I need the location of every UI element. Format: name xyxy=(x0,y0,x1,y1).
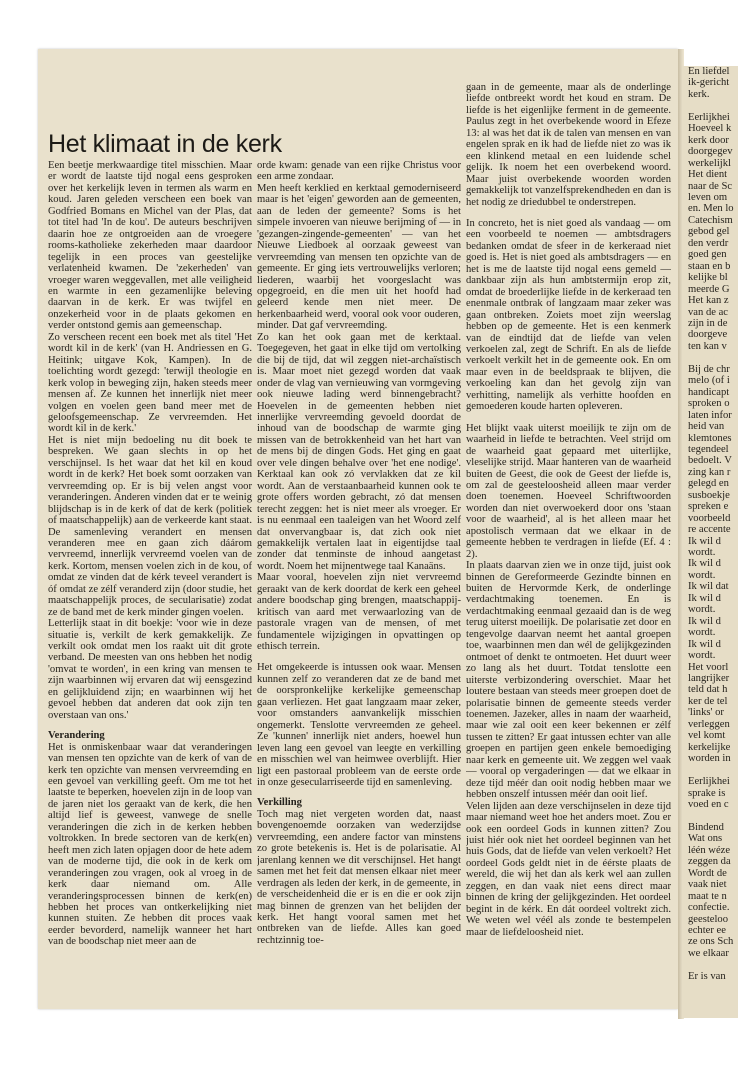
paragraph: Toch mag niet vergeten worden dat, naast bovengenoemde oorzaken van wederzijdse vervreemding, een andere factor van minstens zo grote betekenis is. Het is de polarisatie. Al jarenlang kennen we dit verschijnsel. Het hangt samen met het feit dat mensen elkaar niet meer verdragen als leden der kerk, in de gemeente, in de verscheidenheid die er is en die er ook zijn mag binnen de grenzen van het belijden der kerk. Het hangt vooral samen met het ontbreken van de liefde. Alles kan goed rechtzinnig toe- xyxy=(257,808,461,946)
paragraph: Zo kan het ook gaan met de kerktaal. Toegegeven, het gaat in elke tijd om vertolking die bij de tijd, dat wil zeggen niet-archaïstisch is. Maar moet niet gezegd worden dat vaak onder de vlag van vernieuwing van vormgeving ook nieuwe lading werd binnengebracht? Hoevelen in de gemeenten hebben niet innerlijke vervreemding gevoeld doordat de inhoud van de boodschap de warmte ging missen van de betrokkenheid van het hart van de mens bij de dingen Gods. Het ging en gaat over vele dingen behalve over 'het ene nodige'. Kerktaal kan ook zó vervlakken dat ze kil wordt. Aan de verstaanbaarheid kunnen ook te grote offers worden gebracht, zó dat mensen terecht zeggen: het is niet meer als vroeger. Er is nu eenmaal een taaleigen van het Woord zelf dat onvervangbaar is, dat zich ook niet gemakkelijk vertalen laat in eigentijdse taal zonder dat tenminste de inhoud aangetast wordt. Noem het mijnentwege taal Kanaäns. xyxy=(257,331,461,572)
paragraph: In concreto, het is niet goed als vandaag — om een voorbeeld te noemen — ambtsdragers bedanken omdat de sfeer in de kerkeraad niet goed is. Het is niet goed als ambtsdragers — en het is me de laatste tijd nogal eens gemeld — dankbaar zijn als hun ambtstermijn erop zit, omdat de broederlijke liefde in de kerkeraad ten enenmale ontbrak of langzaam maar zeker was gaan ontbreken. Zoiets moet zijn weerslag hebben op de gemeente. Het is een kenmerk van de eindtijd dat de liefde van velen verkoelen zal, zegt de Schrift. En als de liefde verkoelt verkilt het in de gemeente ook. En om maar even in de beeldspraak te blijven, die verkoeling kan dan het gevolg zijn van verhitting, namelijk als verhitte hoofden en gemoederen koude harten opleveren. xyxy=(466,217,671,413)
paragraph: In plaats daarvan zien we in onze tijd, juist ook binnen de Gereformeerde Gezindte binnen en buiten de Hervormde Kerk, de onderlinge verdachtmaking toenemen. En is verdachtmaking eenmaal gezaaid dan is de weg terug uiterst moeilijk. De polarisatie zet door en tengevolge daarvan neemt het aantal groepen toe, waarbinnen men dan wél de gelijkgezinden ontmoet of denkt te ontmoeten. Het duurt weer zo lang als het duurt. Totdat tenslotte een uiterste verbizondering overschiet. Maar het loutere bestaan van steeds meer groepen doet de polarisatie binnen de gemeente steeds verder toenemen. Jazeker, alles in naam der waarheid, maar wie zal ooit een keer bekennen er zélf tussen te zitten? Er gaat intussen echter van alle groepen en partijen geen enkele bemoediging naar kerk en gemeente uit. We zeggen wel vaak — vooral op vergaderingen — dat we elkaar in deze tijd méér dan ooit nodig hebben maar we hebben onszelf intussen méér dan ooit lief. xyxy=(466,560,671,801)
paragraph: Maar vooral, hoevelen zijn niet vervreemd geraakt van de kerk doordat de kerk een geheel andere boodschap ging brengen, maatschappij-kritisch van aard met verwaarlozing van de pastorale vragen van de mensen, of met fundamentele wijzigingen in opvattingen op ethisch terrein. xyxy=(257,572,461,653)
paragraph: gaan in de gemeente, maar als de onderlinge liefde ontbreekt wordt het koud en stram. De liefde is het eigenlijke ferment in de gemeente. Paulus zegt in het overbekende woord in Efeze 13: al was het dat ik de talen van mensen en van engelen sprak en ik had de liefde niet zo was ik een klinkend metaal en een luidende schel gelijk. Ik noem het een overbekend woord. Maar juist overbekende woorden worden gemakkelijk tot vanzelfsprekendheden en dan is het nodig ze driedubbel te onderstrepen. xyxy=(466,82,671,208)
paragraph: Het blijkt vaak uiterst moeilijk te zijn om de waarheid in liefde te betrachten. Veel strijd om de waarheid gaat gepaard met uiterlijke, vleselijke strijd. Maar hanteren van de waarheid buiten de Geest, die ook de Geest der liefde is, om zal de geesteloosheid alleen maar verder doen toenemen. Hoeveel Schriftwoorden worden dan niet overwoekerd door ons 'staan voor de waarheid', al is het alleen maar het apostolisch vermaan dat we elkaar in de gemeente hebben te verdragen in liefde (Ef. 4 : 2). xyxy=(466,422,671,560)
article-column-2 xyxy=(257,160,461,1010)
paragraph: Het is onmiskenbaar waar dat veranderingen van mensen ten opzichte van de kerk of van de kerk ten opzichte van mensen vervreemding en een gevoel van verkilling geeft. Om me tot het laatste te beperken, hoevelen zijn in de loop van de jaren niet los geraakt van de kerk, die hen altijd lief is geweest, vanwege de snelle veranderingen die zich in de kerken hebben voltrokken. In brede sectoren van de kerk(en) heeft men zich laten opjagen door de hete adem van de moderne tijd, die ook in de kerk om veranderingen zou vragen, ook al vroeg in de kerk daar niemand om. Alle veranderingsprocessen binnen de kerk(en) hebben het proces van ontkerkelijking niet kunnen stuiten. Ze hebben dit proces vaak eerder bevorderd, namelijk wanneer het hart van de boodschap niet meer aan de xyxy=(48,741,252,948)
section-heading-verkilling: Verkilling xyxy=(257,797,302,809)
article-column-3 xyxy=(466,82,671,1012)
article-column-1 xyxy=(48,160,252,1010)
article-title: Het klimaat in de kerk xyxy=(48,130,282,158)
paragraph: Velen lijden aan deze verschijnselen in deze tijd maar niemand weet hoe het anders moet. Zou er ook een oordeel Gods in kunnen zitten? Zou juist hiér ook niet het oordeel beginnen van het huis Gods, dat de liefde van velen verkoelt? Het oordeel Gods geldt niet in de éérste plaats de wereld, die wij het dan als kerk wel aan zullen zeggen, en dan vaak niet eens direct maar binnen de kring der gelijkgezinden. Het oordeel begint in de kérk. En dát oordeel voltrekt zich. We weten wel véél als zonde te bestempelen maar de liefdeloosheid niet. xyxy=(466,800,671,938)
paragraph: orde kwam: genade van een rijke Christus voor een arme zondaar. xyxy=(257,160,461,183)
paragraph: Een beetje merkwaardige titel misschien. Maar er wordt de laatste tijd nogal eens gesproken over het kerkelijk leven in termen als warm en koud. Jaren geleden verscheen een boek van Godfried Bomans en Michel van der Plas, dat tot titel had 'In de kou'. De auteurs beschrijven daarin hoe ze ontgroeiden aan de vroegere rooms-katholieke zekerheden maar daardoor tegelijk in een proces van geestelijke verlatenheid kwamen. De 'zekerheden' van vroeger waren weggevallen, met alle veiligheid en warmte in een gezamenlijke beleving daarvan in de kerk. Er was twijfel en onzekerheid voor in de plaats gekomen en verder ontstond gemis aan gemeenschap. xyxy=(48,160,252,332)
paragraph: Het omgekeerde is intussen ook waar. Mensen kunnen zelf zo veranderen dat ze de band met de oorspronkelijke kerkelijke gemeenschap gaan verliezen. Het gaat langzaam maar zeker, voor omstanders aanvankelijk misschien ongemerkt. Tenslotte vervreemden ze geheel. Ze 'kunnen' innerlijk niet anders, hoewel hun leven lang een gevoel van leegte en verkilling en misschien wel van heimwee overblijft. Hier ligt een pastoraal probleem van de eerste orde in onze gesecularriseerde tijd en samenleving. xyxy=(257,662,461,789)
next-page-edge xyxy=(682,66,738,1018)
paragraph: Men heeft kerklied en kerktaal gemoderniseerd maar is het 'eigen' geworden aan de gemeenten, aan de leden der gemeente? Soms is het simpele invoeren van nieuwe berijming of — in 'gezangen-zingende-gemeenten' — van het Nieuwe Liedboek al oorzaak geweest van vervreemding van mensen ten opzichte van de gemeente. Er ging iets vertrouwelijks verloren; liederen, waarbij het voorgeslacht was opgegroeid, en die men uit het hoofd had geleerd kende men niet meer. De herkenbaarheid werd, vooral ook voor ouderen, minder. Dat gaf vervreemding. xyxy=(257,182,461,332)
paragraph: Letterlijk staat in dit boekje: 'voor wie in deze situatie is, verkilt de kerk gemakkelijk. Ze verkilt ook omdat men los raakt uit dit grote verband. De meesten van ons hebben het nodig 'omvat te worden', in een kring van mensen te zijn waarbinnen wij ervaren dat wij eensgezind en gelijkluidend zijn; en waarbinnen wij het gevoel hebben dat anderen dat ook zijn ten overstaan van ons.' xyxy=(48,618,252,721)
paragraph: Zo verscheen recent een boek met als titel 'Het wordt kil in de kerk' (van H. Andriessen en G. Heitink; uitgave Kok, Kampen). In de toelichting wordt gezegd: 'terwijl theologie en kerk volop in beweging zijn, haken steeds meer mensen af. Ze kunnen het innerlijk niet meer volgen en voelen geen band meer met de geloofsgemeenschap. Ze vervreemden. Het wordt kil in de kerk.' xyxy=(48,331,252,435)
paragraph: Het is niet mijn bedoeling nu dit boek te bespreken. We gaan slechts in op het verschijnsel. Is het waar dat het kil en koud wordt in de kerk? Het boek somt oorzaken van vervreemding op. Er is bij velen angst voor veranderingen. Anderen vinden dat er te weinig blijdschap is in de kerk of dat de kerk (politiek of maatschappelijk) aan de verkeerde kant staat. De samenleving verandert en mensen veranderen mee en gaan zich dáárom vervreemd, innerlijk vervreemd voelen van de kerk. Kortom, mensen voelen zich in de kou, of omdat ze vinden dat de kérk teveel verandert is óf omdat ze zélf veranderd zijn (door studie, het maatschappelijk proces, de secularisatie) zodat ze de band met de kerk minder gingen voelen. xyxy=(48,434,252,618)
next-page-column-fragment: En liefdel ik-gericht kerk. Eerlijkhei Hoeveel k kerk door doorgegev werkelijkl Het dient naar de Sc leven om en. Men lo Catechism gebod gel den verdr goed gen staan en b kelijke bl meerde G Het kan z van de ac zijn in de doorgeve ten kan v Bij de chr melo (of i handicapt sproken o laten infor heid van klemtones tegendeel bedoelt. V zing kan r gelegd en susboekje spreken e voorbeeld re accente Ik wil d wordt. Ik wil d wordt. Ik wil dat Ik wil d wordt. Ik wil d wordt. Ik wil d wordt. Het voorl langrijker teld dat h ker de tel 'links' or verleggen vel komt kerkelijke worden in Eerlijkhei sprake is voed en c Bindend Wat ons léén wéze zeggen da Wordt de vaak niet maat te n confectie. geesteloo echter ee ze ons Sch we elkaar Er is van xyxy=(688,66,734,982)
section-heading-verandering: Verandering xyxy=(48,730,105,742)
